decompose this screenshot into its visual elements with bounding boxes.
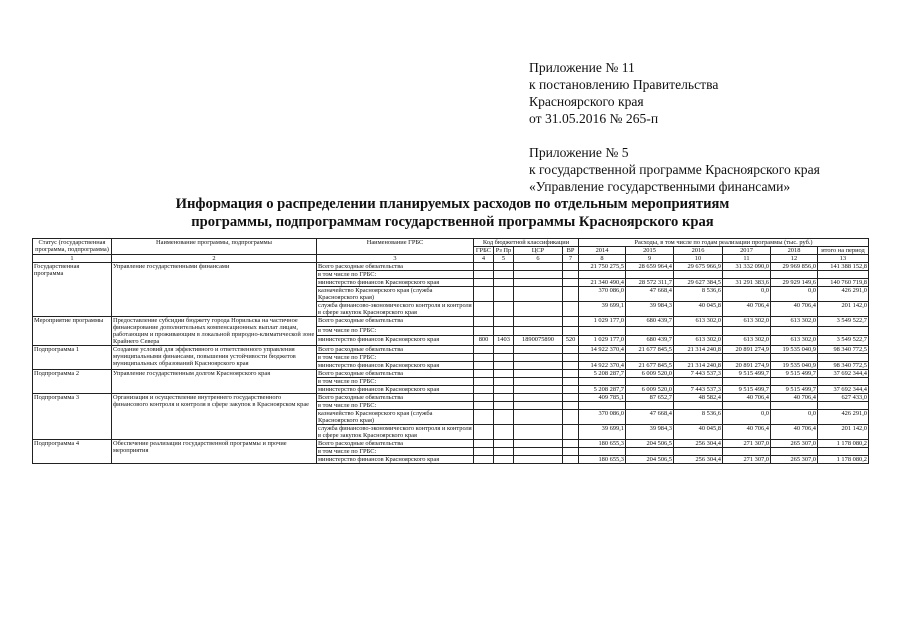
vr-code-cell: 520 xyxy=(563,336,579,346)
amount-2014-cell xyxy=(579,448,626,456)
amount-2016-cell xyxy=(674,271,723,279)
amount-2018-cell: 40 706,4 xyxy=(771,425,818,440)
amount-2015-cell: 21 677 845,5 xyxy=(626,346,674,354)
amount-2015-cell: 6 009 520,0 xyxy=(626,386,674,394)
amount-2016-cell: 8 536,6 xyxy=(674,287,723,302)
amount-2018-cell: 0,0 xyxy=(771,410,818,425)
column-index-cell: 10 xyxy=(674,255,723,263)
document-title xyxy=(0,195,905,231)
grbs-code-cell xyxy=(474,287,494,302)
header-year-2017: 2017 xyxy=(723,247,771,255)
amount-total-cell xyxy=(818,326,869,336)
grbs-name-cell: в том числе по ГРБС: xyxy=(317,326,474,336)
rzpr-code-cell xyxy=(494,370,514,378)
amount-2016-cell: 8 536,6 xyxy=(674,410,723,425)
rzpr-code-cell xyxy=(494,263,514,271)
amount-2017-cell: 271 307,0 xyxy=(723,456,771,464)
amount-2017-cell xyxy=(723,354,771,362)
grbs-name-cell: служба финансово-экономического контроля и контроля в сфере закупок Красноярского края xyxy=(318,302,472,316)
amount-2015-cell: 87 652,7 xyxy=(626,394,674,402)
amount-2016-cell xyxy=(674,448,723,456)
vr-code-cell xyxy=(563,271,579,279)
amount-2016-cell: 40 045,8 xyxy=(674,302,723,317)
header-grbs: ГРБС xyxy=(474,247,494,255)
amount-2017-cell: 20 891 274,9 xyxy=(723,362,771,370)
amount-2018-cell: 40 706,4 xyxy=(771,394,818,402)
csr-code-cell xyxy=(514,326,563,336)
rzpr-code-cell xyxy=(494,354,514,362)
program-name-cell: Обеспечение реализации государственной программы и прочие мероприятия xyxy=(112,440,317,464)
amount-2014-cell xyxy=(579,402,626,410)
amount-2016-cell: 7 443 537,3 xyxy=(674,386,723,394)
header-total: итого на период xyxy=(818,247,869,255)
csr-code-cell xyxy=(514,279,563,287)
amount-2018-cell xyxy=(771,378,818,386)
amount-2014-cell: 1 029 177,0 xyxy=(579,317,626,327)
csr-code-cell: 1890075890 xyxy=(514,336,563,346)
amount-2015-cell: 28 572 311,7 xyxy=(626,279,674,287)
amount-2016-cell: 613 302,0 xyxy=(674,317,723,327)
amount-2016-cell: 48 582,4 xyxy=(674,394,723,402)
csr-code-cell xyxy=(514,410,563,425)
rzpr-code-cell xyxy=(494,346,514,354)
expenses-table xyxy=(32,238,869,464)
grbs-name-cell: казначейство Красноярского края (служба Красноярского края) xyxy=(317,410,474,425)
column-index-cell: 3 xyxy=(317,255,474,263)
vr-code-cell xyxy=(563,287,579,302)
grbs-code-cell xyxy=(474,279,494,287)
amount-2018-cell xyxy=(771,354,818,362)
amount-2018-cell: 40 706,4 xyxy=(771,302,818,317)
amount-2014-cell xyxy=(579,378,626,386)
amount-total-cell: 1 178 080,2 xyxy=(818,440,869,448)
amount-2017-cell xyxy=(723,402,771,410)
amount-2017-cell: 613 302,0 xyxy=(723,317,771,327)
document-title-line-2: программы, подпрограммам государственной программы Красноярского края xyxy=(191,214,714,230)
amount-total-cell xyxy=(818,378,869,386)
amount-2015-cell xyxy=(626,448,674,456)
csr-code-cell xyxy=(514,271,563,279)
amount-2015-cell: 28 659 964,4 xyxy=(626,263,674,271)
grbs-code-cell xyxy=(474,425,494,440)
amount-2018-cell: 265 307,0 xyxy=(771,440,818,448)
document-title-line-1: Информация о распределении планируемых расходов по отдельным мероприятиям xyxy=(175,196,730,212)
header-program-name: Наименование программы, подпрограммы xyxy=(112,239,317,255)
column-index-cell: 11 xyxy=(723,255,771,263)
amount-total-cell: 141 388 152,8 xyxy=(818,263,869,271)
rzpr-code-cell xyxy=(494,440,514,448)
amount-2015-cell xyxy=(626,402,674,410)
amount-2018-cell: 0,0 xyxy=(771,287,818,302)
status-cell: Подпрограмма 1 xyxy=(33,346,112,370)
amount-2017-cell: 20 891 274,9 xyxy=(723,346,771,354)
grbs-name-cell: в том числе по ГРБС: xyxy=(317,378,474,386)
header-grbs-name: Наименование ГРБС xyxy=(317,239,474,255)
amount-total-cell xyxy=(818,402,869,410)
grbs-name-cell: Всего расходные обязательства xyxy=(317,370,474,378)
grbs-code-cell xyxy=(474,370,494,378)
table-row xyxy=(33,440,869,448)
amount-2017-cell xyxy=(723,326,771,336)
amount-2014-cell: 14 922 370,4 xyxy=(579,362,626,370)
amount-2017-cell xyxy=(723,378,771,386)
status-cell: Мероприятие программы xyxy=(33,317,112,346)
grbs-name-cell: министерство финансов Красноярского края xyxy=(317,456,474,464)
amount-2016-cell: 29 627 384,5 xyxy=(674,279,723,287)
table-row xyxy=(33,394,869,402)
amount-2015-cell xyxy=(626,271,674,279)
amount-2014-cell: 370 086,0 xyxy=(579,410,626,425)
rzpr-code-cell xyxy=(494,326,514,336)
amount-2018-cell: 19 535 040,9 xyxy=(771,346,818,354)
amount-2016-cell: 29 675 966,9 xyxy=(674,263,723,271)
appendix-5-block xyxy=(529,144,889,195)
csr-code-cell xyxy=(514,448,563,456)
vr-code-cell xyxy=(563,425,579,440)
csr-code-cell xyxy=(514,394,563,402)
grbs-code-cell xyxy=(474,448,494,456)
vr-code-cell xyxy=(563,302,579,317)
amount-2016-cell: 256 304,4 xyxy=(674,456,723,464)
grbs-code-cell xyxy=(474,346,494,354)
amount-2015-cell: 680 439,7 xyxy=(626,317,674,327)
table-header xyxy=(33,239,869,255)
table-row xyxy=(33,263,869,271)
amount-total-cell: 426 291,0 xyxy=(818,410,869,425)
amount-total-cell: 426 291,0 xyxy=(818,287,869,302)
amount-2018-cell: 29 969 856,0 xyxy=(771,263,818,271)
grbs-name-cell: в том числе по ГРБС: xyxy=(317,271,474,279)
header-budget-code: Код бюджетной классификации xyxy=(474,239,579,247)
grbs-name-cell: министерство финансов Красноярского края xyxy=(317,336,474,346)
rzpr-code-cell xyxy=(494,302,514,317)
rzpr-code-cell xyxy=(494,279,514,287)
amount-2016-cell: 40 045,8 xyxy=(674,425,723,440)
column-index-cell: 9 xyxy=(626,255,674,263)
amount-2017-cell: 9 515 499,7 xyxy=(723,370,771,378)
status-cell: Государственная программа xyxy=(33,263,112,317)
amount-2014-cell: 39 699,1 xyxy=(579,425,626,440)
amount-2014-cell: 21 750 275,5 xyxy=(579,263,626,271)
amount-total-cell: 37 692 344,4 xyxy=(818,370,869,378)
header-expenses: Расходы, в том числе по годам реализации программы (тыс. руб.) xyxy=(579,239,869,247)
appendix-11-date: от 31.05.2016 № 265-п xyxy=(529,111,659,126)
header-status: Статус (государственная программа, подпрограмма) xyxy=(33,239,112,255)
grbs-code-cell xyxy=(474,271,494,279)
amount-2018-cell xyxy=(771,402,818,410)
column-index-cell: 2 xyxy=(112,255,317,263)
amount-2014-cell: 370 086,0 xyxy=(579,287,626,302)
amount-2017-cell: 31 291 383,6 xyxy=(723,279,771,287)
vr-code-cell xyxy=(563,346,579,354)
grbs-code-cell xyxy=(474,302,494,317)
program-name-cell: Управление государственным долгом Красноярского края xyxy=(112,370,317,394)
vr-code-cell xyxy=(563,440,579,448)
grbs-name-cell: Всего расходные обязательства xyxy=(317,317,474,327)
amount-2017-cell: 40 706,4 xyxy=(723,394,771,402)
grbs-code-cell: 800 xyxy=(474,336,494,346)
csr-code-cell xyxy=(514,263,563,271)
amount-2016-cell xyxy=(674,378,723,386)
rzpr-code-cell xyxy=(494,317,514,327)
grbs-code-cell xyxy=(474,456,494,464)
amount-2015-cell: 21 677 845,5 xyxy=(626,362,674,370)
amount-2017-cell: 271 307,0 xyxy=(723,440,771,448)
table-row xyxy=(33,317,869,327)
appendix-5-program: к государственной программе Красноярского края xyxy=(529,162,820,177)
grbs-name-cell: министерство финансов Красноярского края xyxy=(317,362,474,370)
amount-2014-cell: 5 208 287,7 xyxy=(579,386,626,394)
amount-total-cell: 3 549 522,7 xyxy=(818,336,869,346)
amount-2018-cell: 613 302,0 xyxy=(771,336,818,346)
appendix-11-region: Красноярского края xyxy=(529,94,644,109)
amount-2016-cell: 21 314 240,8 xyxy=(674,362,723,370)
amount-2014-cell xyxy=(579,354,626,362)
amount-total-cell: 140 760 719,8 xyxy=(818,279,869,287)
csr-code-cell xyxy=(514,302,563,317)
rzpr-code-cell xyxy=(494,362,514,370)
column-index-cell: 5 xyxy=(494,255,514,263)
table-body xyxy=(33,255,869,464)
csr-code-cell xyxy=(514,440,563,448)
rzpr-code-cell xyxy=(494,386,514,394)
vr-code-cell xyxy=(563,378,579,386)
amount-2015-cell xyxy=(626,326,674,336)
amount-2016-cell: 256 304,4 xyxy=(674,440,723,448)
amount-total-cell xyxy=(818,448,869,456)
grbs-code-cell xyxy=(474,326,494,336)
amount-total-cell xyxy=(818,354,869,362)
csr-code-cell xyxy=(514,456,563,464)
amount-2015-cell: 47 668,4 xyxy=(626,410,674,425)
rzpr-code-cell xyxy=(494,425,514,440)
amount-2015-cell: 204 506,5 xyxy=(626,440,674,448)
amount-2014-cell: 409 785,1 xyxy=(579,394,626,402)
program-name-cell: Создание условий для эффективного и ответственного управления муниципальными финансами, повышения устойчивости бюджетов муниципальных образований Красноярского края xyxy=(112,346,317,370)
amount-2016-cell: 21 314 240,8 xyxy=(674,346,723,354)
amount-2016-cell xyxy=(674,326,723,336)
vr-code-cell xyxy=(563,448,579,456)
amount-2015-cell: 6 009 520,0 xyxy=(626,370,674,378)
header-year-2015: 2015 xyxy=(626,247,674,255)
amount-total-cell: 98 340 772,5 xyxy=(818,346,869,354)
grbs-code-cell xyxy=(474,410,494,425)
amount-2015-cell: 39 984,3 xyxy=(626,425,674,440)
amount-2018-cell xyxy=(771,326,818,336)
grbs-name-cell: министерство финансов Красноярского края xyxy=(317,279,474,287)
table-row xyxy=(33,370,869,378)
amount-2016-cell xyxy=(674,402,723,410)
vr-code-cell xyxy=(563,394,579,402)
amount-2014-cell: 5 208 287,7 xyxy=(579,370,626,378)
vr-code-cell xyxy=(563,263,579,271)
amount-2014-cell: 21 340 490,4 xyxy=(579,279,626,287)
rzpr-code-cell xyxy=(494,378,514,386)
vr-code-cell xyxy=(563,386,579,394)
amount-2017-cell: 0,0 xyxy=(723,410,771,425)
grbs-name-cell: в том числе по ГРБС: xyxy=(317,448,474,456)
amount-total-cell: 3 549 522,7 xyxy=(818,317,869,327)
column-index-cell: 6 xyxy=(514,255,563,263)
column-index-cell: 7 xyxy=(563,255,579,263)
header-year-2016: 2016 xyxy=(674,247,723,255)
amount-2015-cell: 47 668,4 xyxy=(626,287,674,302)
amount-2018-cell: 29 929 149,6 xyxy=(771,279,818,287)
amount-2018-cell: 9 515 499,7 xyxy=(771,386,818,394)
appendix-5-number: Приложение № 5 xyxy=(529,145,629,160)
rzpr-code-cell xyxy=(494,287,514,302)
vr-code-cell xyxy=(563,362,579,370)
column-index-cell: 1 xyxy=(33,255,112,263)
header-csr: ЦСР xyxy=(514,247,563,255)
vr-code-cell xyxy=(563,354,579,362)
vr-code-cell xyxy=(563,402,579,410)
grbs-code-cell xyxy=(474,440,494,448)
amount-2017-cell: 31 332 090,0 xyxy=(723,263,771,271)
amount-total-cell xyxy=(818,271,869,279)
program-name-cell: Управление государственными финансами xyxy=(112,263,317,317)
amount-total-cell: 1 178 080,2 xyxy=(818,456,869,464)
rzpr-code-cell xyxy=(494,456,514,464)
rzpr-code-cell xyxy=(494,402,514,410)
amount-2018-cell xyxy=(771,271,818,279)
appendix-5-program-name: «Управление государственными финансами» xyxy=(529,179,791,194)
amount-2017-cell: 40 706,4 xyxy=(723,425,771,440)
rzpr-code-cell: 1403 xyxy=(494,336,514,346)
amount-2017-cell: 40 706,4 xyxy=(723,302,771,317)
amount-2016-cell: 7 443 537,3 xyxy=(674,370,723,378)
grbs-code-cell xyxy=(474,354,494,362)
grbs-code-cell xyxy=(474,402,494,410)
grbs-name-cell: Всего расходные обязательства xyxy=(317,346,474,354)
header-year-2018: 2018 xyxy=(771,247,818,255)
appendix-11-block xyxy=(529,59,889,127)
grbs-name-cell: Всего расходные обязательства xyxy=(317,440,474,448)
csr-code-cell xyxy=(514,346,563,354)
column-index-row xyxy=(33,255,869,263)
program-name-cell: Предоставление субсидии бюджету города Норильска на частичное финансирование дополнительных компенсационных выплат лицам, работающим и проживающим в локальной природно-климатической зоне Крайнего Севера xyxy=(112,317,317,346)
appendix-11-resolution: к постановлению Правительства xyxy=(529,77,719,92)
amount-2014-cell: 14 922 370,4 xyxy=(579,346,626,354)
vr-code-cell xyxy=(563,317,579,327)
amount-total-cell: 98 340 772,5 xyxy=(818,362,869,370)
csr-code-cell xyxy=(514,386,563,394)
amount-total-cell: 37 692 344,4 xyxy=(818,386,869,394)
table-row xyxy=(33,346,869,354)
rzpr-code-cell xyxy=(494,448,514,456)
amount-2014-cell xyxy=(579,271,626,279)
amount-2015-cell: 39 984,3 xyxy=(626,302,674,317)
amount-total-cell: 627 433,0 xyxy=(818,394,869,402)
grbs-code-cell xyxy=(474,263,494,271)
amount-2018-cell xyxy=(771,448,818,456)
grbs-name-cell: служба финансово-экономического контроля и контроля в сфере закупок Красноярского края xyxy=(318,425,472,439)
csr-code-cell xyxy=(514,317,563,327)
grbs-name-cell: Всего расходные обязательства xyxy=(317,394,474,402)
amount-2016-cell: 613 302,0 xyxy=(674,336,723,346)
grbs-name-cell: министерство финансов Красноярского края xyxy=(317,386,474,394)
csr-code-cell xyxy=(514,378,563,386)
vr-code-cell xyxy=(563,326,579,336)
appendix-11-number: Приложение № 11 xyxy=(529,60,635,75)
grbs-code-cell xyxy=(474,386,494,394)
rzpr-code-cell xyxy=(494,410,514,425)
grbs-code-cell xyxy=(474,378,494,386)
amount-2015-cell xyxy=(626,378,674,386)
grbs-name-cell: казначейство Красноярского края (служба Красноярского края) xyxy=(317,287,474,302)
vr-code-cell xyxy=(563,410,579,425)
grbs-code-cell xyxy=(474,317,494,327)
csr-code-cell xyxy=(514,362,563,370)
amount-2015-cell: 680 439,7 xyxy=(626,336,674,346)
header-rzpr: Рз Пр xyxy=(494,247,514,255)
rzpr-code-cell xyxy=(494,394,514,402)
csr-code-cell xyxy=(514,287,563,302)
program-name-cell: Организация и осуществление внутреннего государственного финансового контроля и контроля в сфере закупок в Красноярском крае xyxy=(112,394,317,440)
status-cell: Подпрограмма 3 xyxy=(33,394,112,440)
grbs-code-cell xyxy=(474,394,494,402)
amount-2014-cell: 1 029 177,0 xyxy=(579,336,626,346)
amount-2018-cell: 19 535 040,9 xyxy=(771,362,818,370)
amount-2014-cell xyxy=(579,326,626,336)
amount-2016-cell xyxy=(674,354,723,362)
column-index-cell: 8 xyxy=(579,255,626,263)
header-vr: ВР xyxy=(563,247,579,255)
amount-2017-cell xyxy=(723,448,771,456)
header-year-2014: 2014 xyxy=(579,247,626,255)
grbs-name-cell: в том числе по ГРБС: xyxy=(317,402,474,410)
grbs-code-cell xyxy=(474,362,494,370)
amount-2014-cell: 180 655,3 xyxy=(579,456,626,464)
amount-2018-cell: 265 307,0 xyxy=(771,456,818,464)
amount-2018-cell: 613 302,0 xyxy=(771,317,818,327)
rzpr-code-cell xyxy=(494,271,514,279)
amount-2017-cell: 0,0 xyxy=(723,287,771,302)
status-cell: Подпрограмма 2 xyxy=(33,370,112,394)
vr-code-cell xyxy=(563,456,579,464)
column-index-cell: 4 xyxy=(474,255,494,263)
csr-code-cell xyxy=(514,370,563,378)
status-cell: Подпрограмма 4 xyxy=(33,440,112,464)
column-index-cell: 12 xyxy=(771,255,818,263)
amount-2018-cell: 9 515 499,7 xyxy=(771,370,818,378)
amount-total-cell: 201 142,0 xyxy=(818,425,869,440)
amount-2015-cell xyxy=(626,354,674,362)
amount-total-cell: 201 142,0 xyxy=(818,302,869,317)
amount-2017-cell: 613 302,0 xyxy=(723,336,771,346)
amount-2017-cell: 9 515 499,7 xyxy=(723,386,771,394)
amount-2017-cell xyxy=(723,271,771,279)
amount-2014-cell: 39 699,1 xyxy=(579,302,626,317)
grbs-name-cell: Всего расходные обязательства xyxy=(317,263,474,271)
csr-code-cell xyxy=(514,425,563,440)
grbs-name-cell: в том числе по ГРБС: xyxy=(317,354,474,362)
csr-code-cell xyxy=(514,354,563,362)
amount-2015-cell: 204 506,5 xyxy=(626,456,674,464)
amount-2014-cell: 180 655,3 xyxy=(579,440,626,448)
vr-code-cell xyxy=(563,279,579,287)
column-index-cell: 13 xyxy=(818,255,869,263)
vr-code-cell xyxy=(563,370,579,378)
csr-code-cell xyxy=(514,402,563,410)
